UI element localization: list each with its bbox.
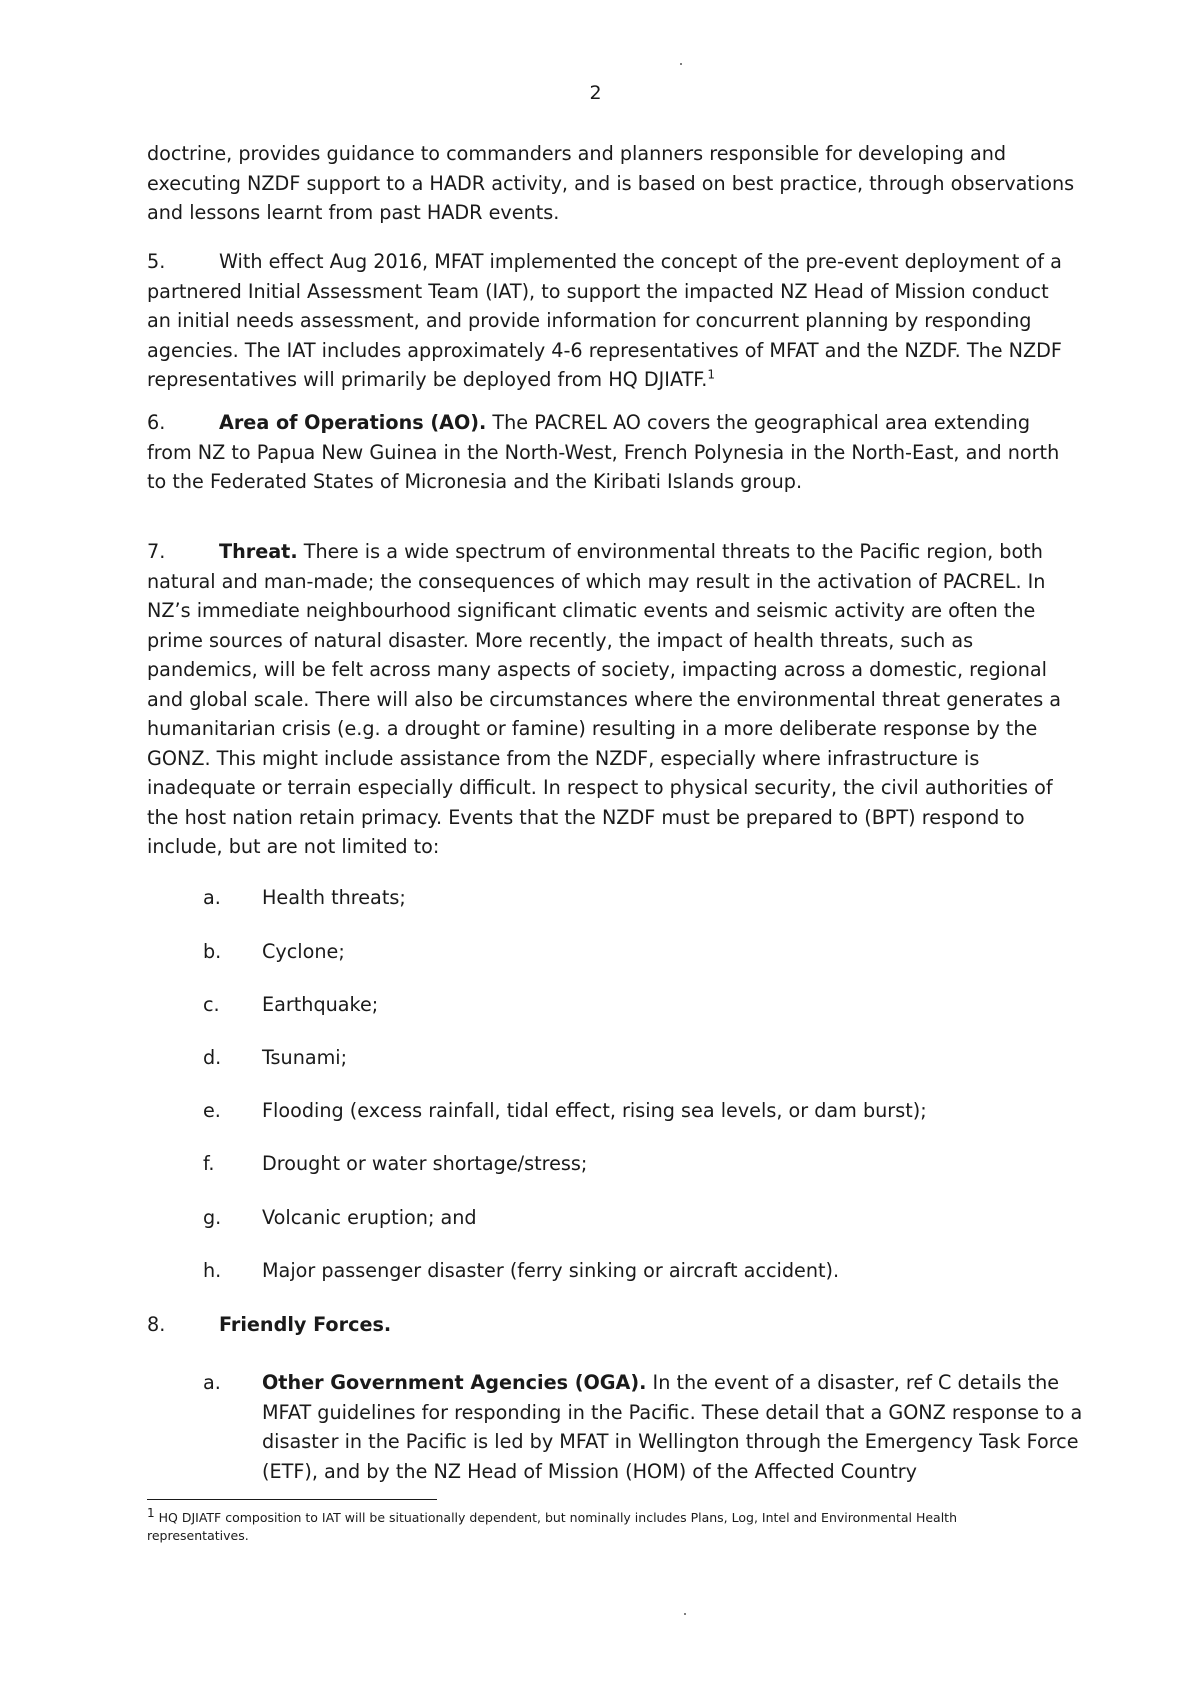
paragraph-number: 8.	[147, 1313, 166, 1336]
paragraph-8a	[203, 1368, 1083, 1486]
scan-speck	[684, 1613, 686, 1615]
list-text: Earthquake;	[262, 993, 379, 1016]
list-item	[203, 883, 406, 913]
paragraph-number: 5.	[147, 250, 166, 273]
page-number: 2	[589, 82, 602, 104]
paragraph-number: 7.	[147, 540, 166, 563]
paragraph-heading: Area of Operations (AO).	[219, 411, 487, 434]
list-label: b.	[203, 940, 222, 963]
list-label: a.	[203, 1371, 221, 1394]
paragraph-heading: Threat.	[219, 540, 298, 563]
paragraph-7	[147, 537, 1077, 862]
paragraph-text: The PACREL AO covers the geographical area extending from NZ to Papua New Guinea in the North-West, French Polynesia in the North-East, and north to the Federated States of Micronesia and the Kiribati Islands group.	[147, 411, 1060, 493]
paragraph-number: 6.	[147, 411, 166, 434]
footnote	[147, 1505, 1047, 1545]
list-text: Flooding (excess rainfall, tidal effect, rising sea levels, or dam burst);	[262, 1099, 927, 1122]
footnote-ref: 1	[707, 367, 715, 382]
list-label: c.	[203, 993, 220, 1016]
list-text: Volcanic eruption; and	[262, 1206, 477, 1229]
list-item	[203, 1149, 587, 1179]
list-text: Tsunami;	[262, 1046, 348, 1069]
paragraph-5	[147, 247, 1077, 395]
list-label: g.	[203, 1206, 222, 1229]
list-item	[203, 1256, 839, 1286]
scan-speck	[680, 63, 682, 65]
list-item	[203, 1096, 927, 1126]
list-item	[203, 1203, 477, 1233]
paragraph-6	[147, 408, 1077, 497]
intro-paragraph: doctrine, provides guidance to commanders and planners responsible for developing and executing NZDF support to a HADR activity, and is based on best practice, through observations and lessons learnt from past HADR events.	[147, 142, 1075, 224]
list-item	[203, 1043, 347, 1073]
paragraph-8	[147, 1310, 1077, 1340]
paragraph-heading: Friendly Forces.	[219, 1313, 392, 1336]
list-text: Health threats;	[262, 886, 406, 909]
subparagraph-body	[262, 1368, 1083, 1486]
list-text: Major passenger disaster (ferry sinking or aircraft accident).	[262, 1259, 840, 1282]
list-text: Cyclone;	[262, 940, 345, 963]
paragraph-text: With effect Aug 2016, MFAT implemented the concept of the pre-event deployment of a partnered Initial Assessment Team (IAT), to support the impacted NZ Head of Mission conduct an initial needs assessment, and provide information for concurrent planning by responding agencies. The IAT includes approximately 4-6 representatives of MFAT and the NZDF. The NZDF representatives will primarily be deployed from HQ DJIATF.	[147, 250, 1062, 391]
list-label: e.	[203, 1099, 221, 1122]
list-item	[203, 990, 378, 1020]
paragraph-text: There is a wide spectrum of environmental threats to the Pacific region, both natural and man-made; the consequences of which may result in the activation of PACREL. In NZ’s immediate neighbourhood significant climatic events and seismic activity are often the prime sources of natural disaster. More recently, the impact of health threats, such as pandemics, will be felt across many aspects of society, impacting across a domestic, regional and global scale. There will also be circumstances where the environmental threat generates a humanitarian crisis (e.g. a drought or famine) resulting in a more deliberate response by the GONZ. This might include assistance from the NZDF, especially where infrastructure is inadequate or terrain especially difficult. In respect to physical security, the civil authorities of the host nation retain primacy. Events that the NZDF must be prepared to (BPT) respond to include, but are not limited to:	[147, 540, 1062, 858]
list-label: f.	[203, 1152, 215, 1175]
footnote-marker: 1	[147, 1505, 155, 1520]
footnote-text: HQ DJIATF composition to IAT will be situationally dependent, but nominally includes Plans, Log, Intel and Environmental Health representatives.	[147, 1510, 958, 1543]
list-label: h.	[203, 1259, 222, 1282]
paragraph-heading: Other Government Agencies (OGA).	[262, 1371, 647, 1394]
list-item	[203, 937, 345, 967]
list-label: d.	[203, 1046, 222, 1069]
paragraph-text: In the event of a disaster, ref C details the MFAT guidelines for responding in the Pacific. These detail that a GONZ response to a disaster in the Pacific is led by MFAT in Wellington through the Emergency Task Force (ETF), and by the NZ Head of Mission (HOM) of the Affected Country	[262, 1371, 1083, 1483]
footnote-divider	[147, 1499, 437, 1500]
list-label: a.	[203, 886, 221, 909]
list-text: Drought or water shortage/stress;	[262, 1152, 588, 1175]
